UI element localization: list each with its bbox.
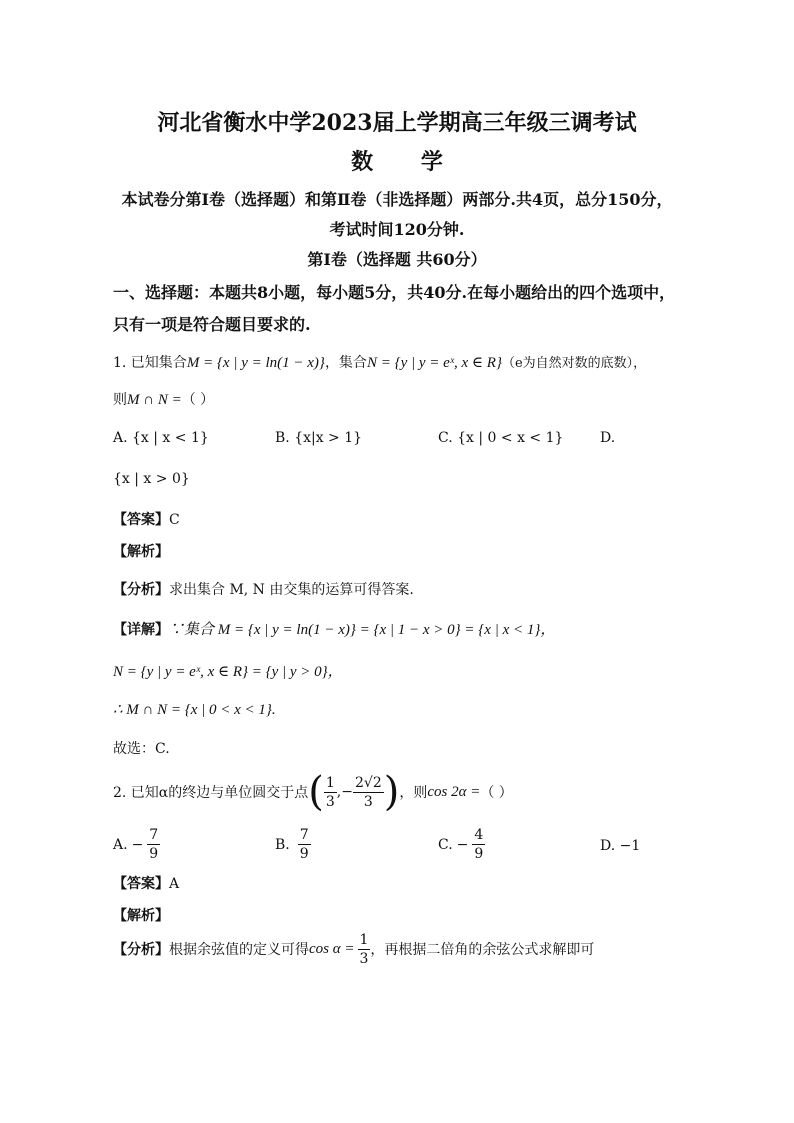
subject-title: 数 学	[351, 149, 463, 175]
q1-option-b: B. {x|x > 1}	[275, 430, 363, 446]
q1-fenxi	[113, 579, 414, 599]
q2-option-c	[438, 826, 485, 863]
q2-expr: cos 2α =	[427, 783, 481, 800]
q2-point-x-num: 1	[325, 774, 335, 791]
fenxi-tag: 【分析】	[113, 942, 169, 958]
q2-option-b-den: 9	[299, 846, 309, 862]
q2-fenxi	[113, 928, 594, 970]
intro-line-1: 本试卷分第Ⅰ卷（选择题）和第Ⅱ卷（非选择题）两部分.共4页，总分150分，	[121, 190, 673, 209]
q2-right-paren: )	[383, 769, 400, 815]
q1-expr: M ∩ N =	[127, 392, 182, 408]
q2-point-y-den: 3	[363, 793, 373, 810]
answer-tag: 【答案】	[113, 512, 169, 528]
q2-option-a-den: 9	[149, 846, 159, 862]
q2-option-b-frac	[298, 826, 311, 863]
q2-option-a-sign: −	[131, 836, 144, 853]
q2-fenxi-den: 3	[359, 950, 369, 967]
q1-conclusion: 故选：C.	[113, 741, 170, 757]
q1-answer-value: C	[169, 512, 180, 528]
q1-paren: （ ）	[181, 392, 215, 408]
q2-fenxi-expr: cos α =	[309, 940, 355, 957]
q1-stem-d: 则	[113, 392, 127, 408]
q2-point-x	[324, 774, 337, 811]
q2-option-a-label: A.	[113, 836, 128, 853]
q1-set-n: N = {y | y = eˣ, x ∈ R}	[366, 355, 502, 371]
section-instruction-2: 只有一项是符合题目要求的.	[113, 315, 311, 334]
q2-fenxi-frac	[358, 931, 371, 968]
q2-stem-a: 2. 已知α的终边与单位圆交于点	[113, 785, 309, 801]
q2-option-a	[113, 826, 160, 863]
q2-point-y-num: 2√2	[354, 774, 382, 791]
fenxi-tag: 【分析】	[113, 582, 169, 598]
q1-option-d-label: D.	[600, 430, 616, 446]
q1-set-m: M = {x | y = ln(1 − x)}	[186, 355, 325, 371]
q2-option-b-label: B.	[275, 836, 290, 853]
q1-stem-line2	[113, 389, 214, 409]
q2-option-c-label: C.	[438, 836, 453, 853]
q2-fenxi-num: 1	[359, 931, 369, 948]
q2-option-c-num: 4	[474, 827, 484, 843]
q2-answer	[113, 873, 179, 893]
q1-option-c: C. {x | 0 < x < 1}	[438, 430, 564, 446]
detail-tag: 【详解】	[113, 622, 169, 638]
q1-stem	[113, 352, 646, 372]
section-instruction-1: 一、选择题：本题共8小题，每小题5分，共40分.在每小题给出的四个选项中，	[113, 283, 676, 302]
q1-stem-c: （e为自然对数的底数），	[501, 356, 647, 371]
q1-fenxi-text: 求出集合 M, N 由交集的运算可得答案.	[169, 582, 414, 598]
q2-option-a-num: 7	[149, 827, 159, 843]
q2-option-a-frac	[147, 826, 160, 863]
q2-point-x-den: 3	[325, 793, 335, 810]
q2-option-d: D. −1	[600, 838, 641, 854]
q1-analysis-tag: 【解析】	[113, 544, 169, 560]
q2-left-paren: (	[308, 769, 324, 815]
q2-stem-b: ，则	[399, 785, 428, 801]
q1-stem-a: 1. 已知集合	[113, 355, 187, 371]
q1-option-a: A. {x | x < 1}	[113, 430, 209, 446]
q2-fenxi-b: ，再根据二倍角的余弦公式求解即可	[370, 942, 595, 958]
q2-option-c-frac	[472, 826, 485, 863]
q2-fenxi-a: 根据余弦值的定义可得	[169, 942, 309, 958]
q1-detail-1-text: ∵集合 M = {x | y = ln(1 − x)} = {x | 1 − x > 0} = {x | x < 1}，	[169, 622, 556, 638]
q2-option-c-sign: −	[456, 836, 469, 853]
q1-detail-3: ∴ M ∩ N = {x | 0 < x < 1}.	[113, 702, 276, 718]
q1-option-d-value: {x | x > 0}	[113, 471, 190, 487]
q2-option-b	[275, 826, 311, 863]
q2-option-c-den: 9	[474, 846, 484, 862]
q2-point-sep: ,−	[336, 784, 353, 800]
q1-answer	[113, 509, 180, 529]
answer-tag: 【答案】	[113, 876, 169, 892]
q2-analysis-tag: 【解析】	[113, 908, 169, 924]
q2-point-y	[353, 774, 384, 811]
q1-detail-1	[113, 618, 555, 639]
q2-option-b-num: 7	[299, 827, 309, 843]
exam-title: 河北省衡水中学2023届上学期高三年级三调考试	[157, 110, 637, 136]
intro-line-2: 考试时间120分钟.	[329, 220, 465, 239]
q2-answer-value: A	[169, 876, 180, 892]
part-heading: 第Ⅰ卷（选择题 共60分）	[307, 250, 487, 269]
q2-paren: （ ）	[480, 785, 513, 801]
q1-stem-b: ，集合	[324, 355, 367, 371]
q2-stem	[113, 768, 513, 816]
q1-detail-2: N = {y | y = eˣ, x ∈ R} = {y | y > 0}，	[113, 664, 343, 680]
